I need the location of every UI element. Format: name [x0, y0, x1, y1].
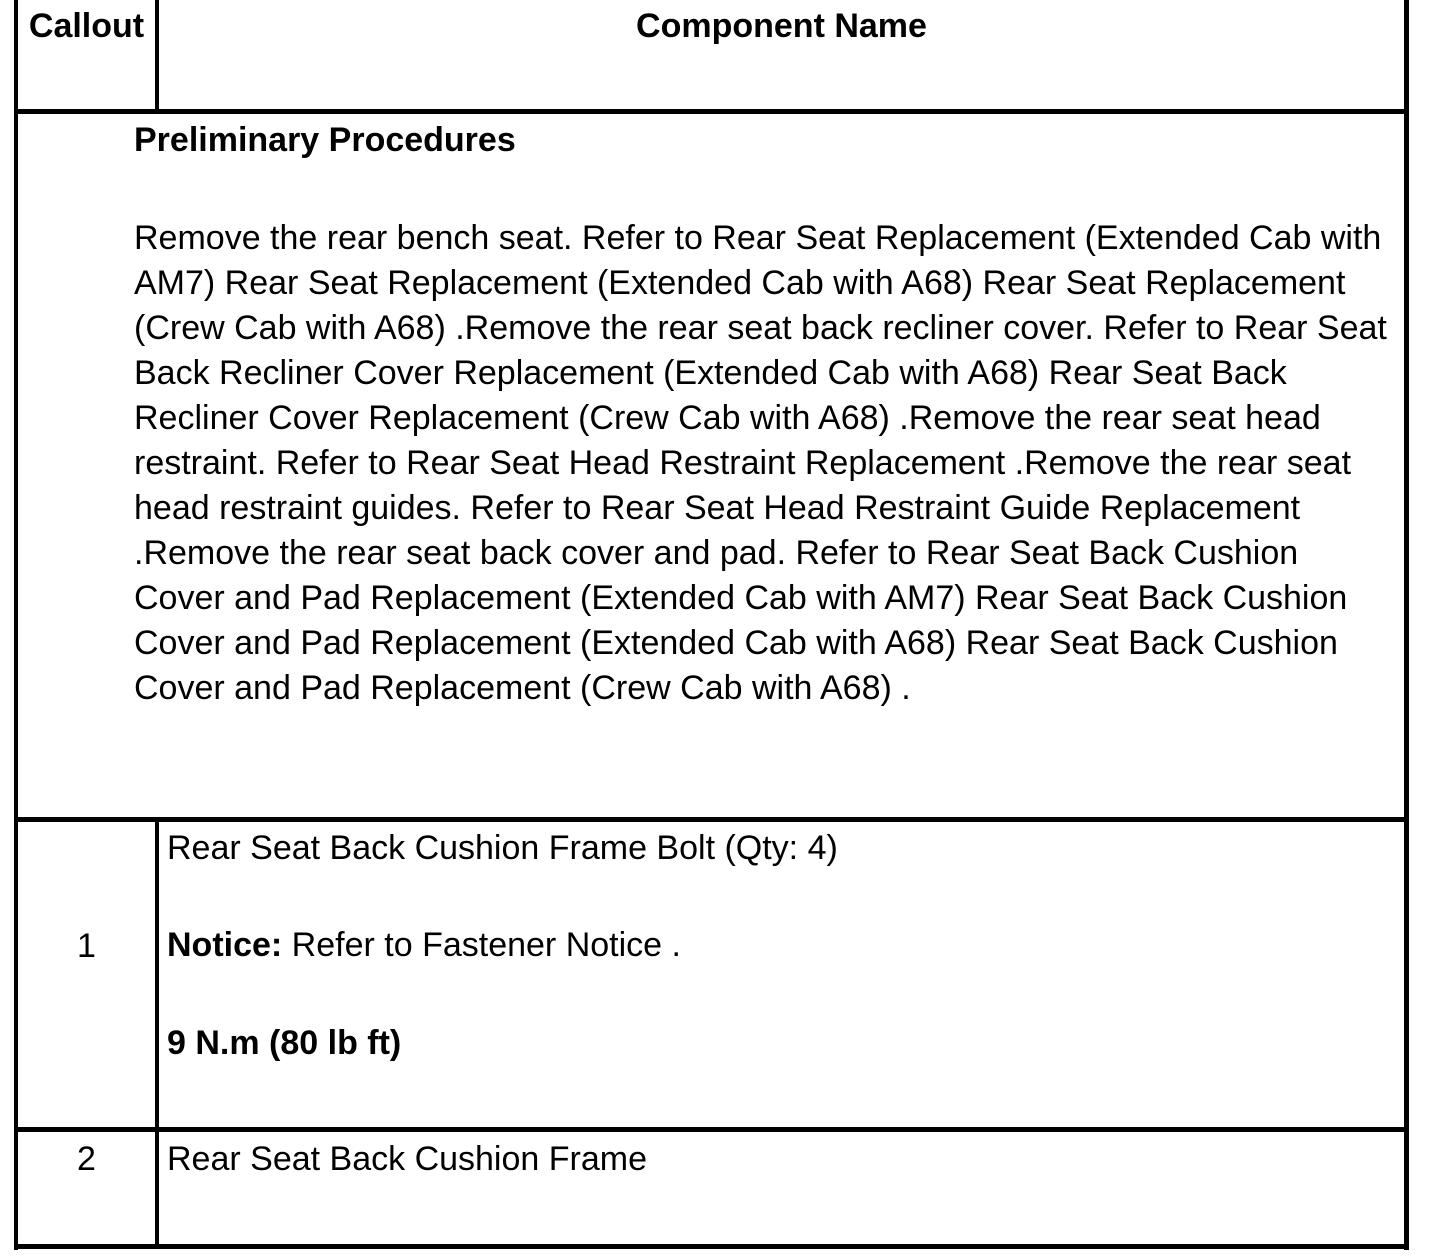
header-component-name: Component Name: [636, 7, 927, 45]
row2-component-name: Rear Seat Back Cushion Frame: [167, 1140, 647, 1178]
row1-bottom-rule: [14, 1127, 1409, 1132]
header-callout: Callout: [28, 7, 145, 45]
preliminary-bottom-rule: [14, 817, 1409, 822]
table-border-right: [1404, 0, 1409, 1250]
table-border-left: [14, 0, 18, 1250]
row1-callout: 1: [77, 927, 96, 965]
row2-column-divider: [155, 1127, 159, 1247]
row1-notice-label: Notice:: [167, 926, 283, 964]
row1-column-divider: [155, 817, 159, 1132]
preliminary-body: Remove the rear bench seat. Refer to Rear Seat Replacement (Extended Cab with AM7) Rear Seat Replacement (Extended Cab with A68) Rear Seat Replacement (Crew Cab with A68) .Remove the rear seat back recliner cover. Refer to Rear Seat Back Recliner Cover Replacement (Extended Cab with A68) Rear Seat Back Recliner Cover Replacement (Crew Cab with A68) .Remove the rear seat head restraint. Refer to Rear Seat Head Restraint Replacement .Remove the rear seat head restraint guides. Refer to Rear Seat Head Restraint Guide Replacement .Remove the rear seat back cover and pad. Refer to Rear Seat Back Cushion Cover and Pad Replacement (Extended Cab with AM7) Rear Seat Back Cushion Cover and Pad Replacement (Extended Cab with A68) Rear Seat Back Cushion Cover and Pad Replacement (Crew Cab with A68) .: [134, 219, 1387, 707]
header-bottom-rule: [14, 109, 1409, 114]
preliminary-title: Preliminary Procedures: [134, 121, 516, 159]
row1-torque: 9 N.m (80 lb ft): [167, 1024, 402, 1062]
row2-callout: 2: [77, 1140, 96, 1178]
row1-notice: [167, 923, 681, 968]
table-border-bottom: [14, 1244, 1409, 1249]
row1-notice-text: Refer to Fastener Notice .: [282, 926, 681, 964]
row1-component-name: Rear Seat Back Cushion Frame Bolt (Qty: 4): [167, 829, 838, 867]
